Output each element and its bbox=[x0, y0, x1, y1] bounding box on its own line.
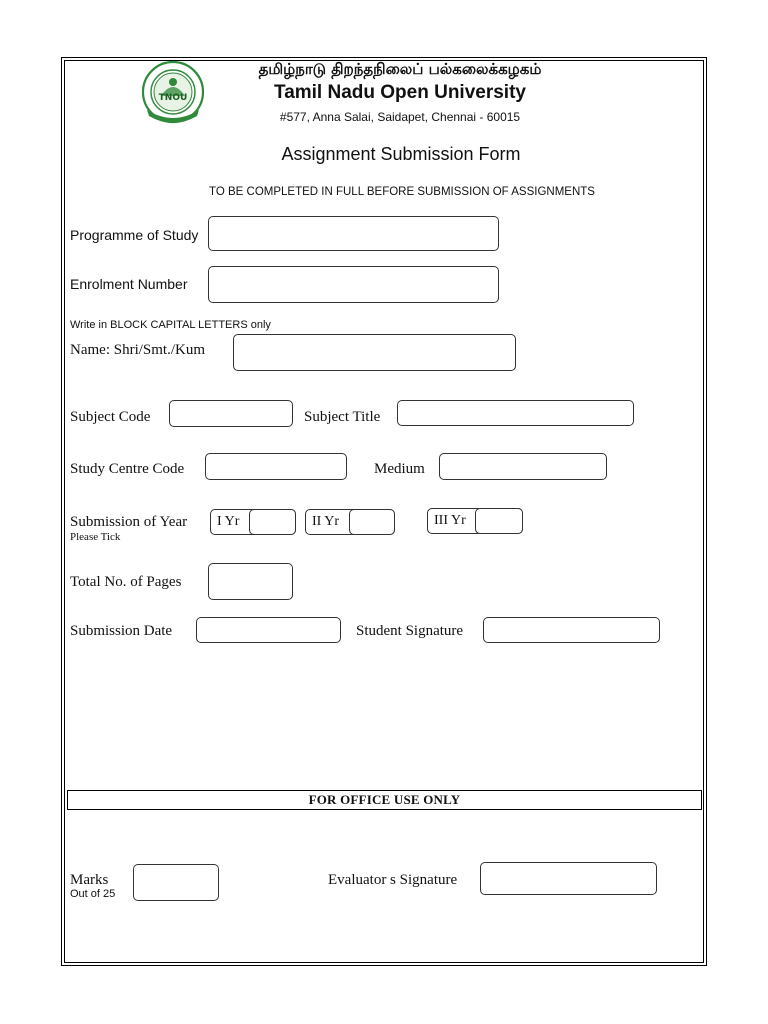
year-option-1-label: I Yr bbox=[217, 514, 240, 529]
enrolment-label: Enrolment Number bbox=[70, 276, 188, 292]
student-signature-field[interactable] bbox=[483, 617, 660, 643]
submission-year-label: Submission of Year bbox=[70, 514, 188, 530]
evaluator-signature-label: Evaluator s Signature bbox=[328, 872, 458, 888]
study-centre-input[interactable] bbox=[205, 453, 347, 480]
marks-label: Marks bbox=[70, 872, 109, 888]
logo-text: TNOU bbox=[158, 93, 188, 103]
block-capitals-note: Write in BLOCK CAPITAL LETTERS only bbox=[70, 319, 271, 331]
name-label: Name: Shri/Smt./Kum bbox=[70, 342, 205, 358]
evaluator-signature-field[interactable] bbox=[480, 862, 657, 895]
subject-title-input[interactable] bbox=[397, 400, 634, 426]
year-option-3-checkbox[interactable] bbox=[475, 508, 523, 534]
form-instruction: TO BE COMPLETED IN FULL BEFORE SUBMISSION OF ASSIGNMENTS bbox=[209, 186, 595, 198]
year-option-3[interactable] bbox=[427, 508, 523, 534]
programme-label: Programme of Study bbox=[70, 227, 199, 243]
study-centre-label: Study Centre Code bbox=[70, 461, 185, 477]
subject-code-label: Subject Code bbox=[70, 409, 151, 425]
programme-input[interactable] bbox=[208, 216, 499, 251]
submission-date-input[interactable] bbox=[196, 617, 341, 643]
medium-input[interactable] bbox=[439, 453, 607, 480]
university-address: #577, Anna Salai, Saidapet, Chennai - 60015 bbox=[279, 110, 521, 124]
subject-code-input[interactable] bbox=[169, 400, 293, 427]
name-input[interactable] bbox=[233, 334, 516, 371]
year-option-3-label: III Yr bbox=[434, 513, 466, 528]
subject-title-label: Subject Title bbox=[304, 409, 381, 425]
marks-input[interactable] bbox=[133, 864, 219, 901]
enrolment-input[interactable] bbox=[208, 266, 499, 303]
student-signature-label: Student Signature bbox=[356, 623, 464, 639]
year-option-2[interactable] bbox=[305, 509, 395, 535]
university-logo bbox=[139, 60, 207, 126]
submission-date-label: Submission Date bbox=[70, 623, 173, 639]
medium-label: Medium bbox=[374, 461, 425, 477]
total-pages-label: Total No. of Pages bbox=[70, 574, 182, 590]
total-pages-input[interactable] bbox=[208, 563, 293, 600]
year-option-2-label: II Yr bbox=[312, 514, 340, 529]
year-option-1-checkbox[interactable] bbox=[249, 509, 296, 535]
year-option-2-checkbox[interactable] bbox=[349, 509, 395, 535]
year-option-1[interactable] bbox=[210, 509, 296, 535]
tamil-title: தமிழ்நாடு திறந்தநிலைப் பல்கலைக்கழகம் bbox=[258, 60, 542, 78]
marks-out-of-note: Out of 25 bbox=[70, 888, 116, 900]
form-title: Assignment Submission Form bbox=[281, 144, 521, 164]
office-use-header: FOR OFFICE USE ONLY bbox=[67, 790, 702, 810]
please-tick-note: Please Tick bbox=[70, 531, 121, 543]
university-name: Tamil Nadu Open University bbox=[274, 82, 526, 103]
